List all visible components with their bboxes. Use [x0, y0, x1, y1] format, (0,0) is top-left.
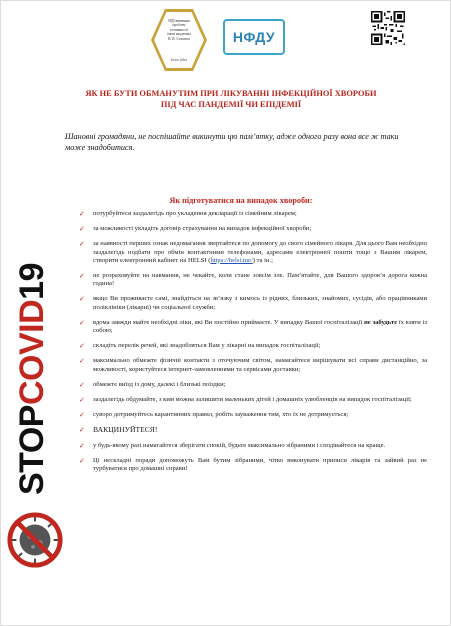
check-icon: ✓ [79, 380, 85, 389]
list-item: ✓ не розраховуйте на навмання, не чекайте, коли стане зовсім зле. Пам’ятайте, для Вашого здоров’я дорога кожна година! [79, 272, 427, 288]
leaflet-title: ЯК НЕ БУТИ ОБМАНУТИМ ПРИ ЛІКУВАННІ ІНФЕКЦІЙНОЇ ХВОРОБИ ПІД ЧАС ПАНДЕМІЇ ЧИ ЕПІДЕМІЇ [85, 89, 377, 109]
advice-list [79, 210, 427, 473]
qr-code-icon[interactable] [371, 11, 405, 45]
list-item: ✓ за можливості укладіть договір страхування на випадок інфекційної хвороби; [79, 225, 312, 234]
intro-text: Шановні громадяни, не поспішайте викинути цю пам’ятку, адже одного разу вона все ж таки може знадобитися. [65, 132, 399, 152]
no-virus-icon [6, 511, 64, 569]
logo-motto: bona fides [170, 57, 188, 62]
check-icon: ✓ [79, 441, 85, 450]
list-item: ✓ обмежте виїзд із дому, далекі і близькі поїздки; [79, 380, 226, 389]
check-icon: ✓ [79, 210, 85, 218]
check-icon: ✓ [79, 240, 85, 249]
banner-stop: STOP [12, 405, 51, 495]
list-item: ✓ за наявності перших ознак недомагання звертайтеся по допомогу до свого сімейного лікаря. Для цього Вам необхідно заздалегідь подбати про обмін контактними телефонами, адресами електронної пошти тощо з Вашим лікарем, створити електронний кабінет на HELSI (https://helsi.me/) та ін.; [79, 240, 427, 264]
check-icon: ✓ [79, 318, 85, 327]
banner-covid: COVID [12, 299, 51, 406]
banner-19: 19 [12, 263, 51, 300]
check-icon: ✓ [79, 272, 85, 281]
check-icon: ✓ [79, 342, 85, 351]
nfdu-logo-text: НФДУ [232, 29, 276, 45]
list-item: ✓ складіть перелік речей, які знадобляться Вам у лікарні на випадок госпіталізації; [79, 342, 321, 351]
institute-logo: НДІ вивчення проблем злочинності імені академіка В. В. Сташиса bona fides [151, 9, 207, 71]
list-item: ✓ у будь-якому разі намагайтеся зберігати спокій, будьте максимально зібраними і сподівайтеся на краще. [79, 441, 386, 450]
check-icon: ✓ [79, 426, 85, 435]
list-item: ✓ Ці нескладні поради допоможуть Вам бутим зібраними, чітко виконувати приписи лікарів та зайвий раз не турбуватися про домашні справи! [79, 456, 427, 473]
check-icon: ✓ [79, 456, 85, 465]
list-item: ✓ ВАКЦИНУЙТЕСЯ! [79, 425, 158, 435]
nfdu-logo [223, 19, 285, 55]
list-item: ✓ суворо дотримуйтесь карантинних правил, робіть зауваження тим, хто їх не дотримується; [79, 411, 349, 420]
check-icon: ✓ [79, 225, 85, 234]
check-icon: ✓ [79, 357, 85, 366]
section-title: Як підготуватися на випадок хвороби: [169, 196, 313, 205]
list-item: ✓ максимально обмежте фізичні контакти з оточуючим світом, намагайтеся вирішувати всі справи дистанційно, за можливості, користуйтеся інтернет-замовленнями та сервісами доставки; [79, 357, 427, 373]
check-icon: ✓ [79, 295, 85, 304]
list-item: ✓ заздалегідь обдумайте, з ким можна залишити маленьких дітей і домашніх улюбленців на випадок госпіталізації; [79, 396, 412, 405]
check-icon: ✓ [79, 411, 85, 420]
stop-covid-banner [9, 263, 59, 501]
list-item: ✓ вдома завжди майте необхідні ліки, які Ви постійно приймаєте. У випадку Вашої госпіталізації не забудьте їх взяти із собою; [79, 318, 428, 335]
list-item: ✓ якщо Ви проживаєте самі, знайдіться на зв’язку з кимось із рідних, близьких, знайомих, сусідів, або працівниками поліклініки (лікарні) чи соціальної служби; [79, 295, 427, 311]
check-icon: ✓ [79, 396, 85, 405]
list-item: ✓ потурбуйтеся заздалегідь про укладення декларації із сімейним лікарем; [79, 210, 297, 218]
helsi-link[interactable]: https://helsi.me/ [210, 256, 253, 264]
